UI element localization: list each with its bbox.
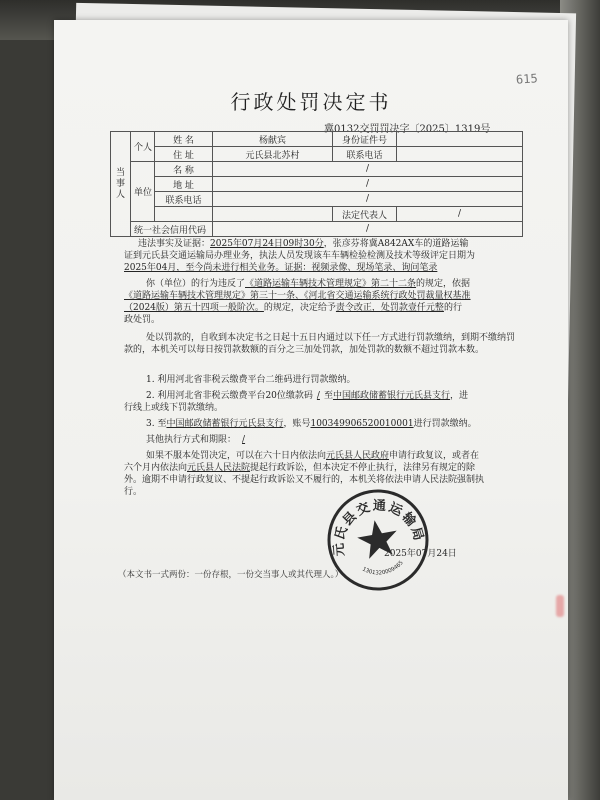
legal-rep-label: 法定代表人 — [333, 207, 397, 222]
pay-3-bank: 中国邮政储蓄银行元氏县支行 — [166, 419, 284, 429]
facts-line-1 — [124, 238, 522, 250]
unit-blank-value — [213, 207, 333, 222]
other-method-label: 其他执行方式和期限： — [146, 435, 237, 445]
person-label: 个人 — [131, 132, 155, 162]
legal-rep-value: / — [397, 207, 523, 222]
seal-text: 元氏县交通运输局 — [331, 498, 427, 557]
unit-label: 单位 — [131, 162, 155, 222]
appeal-text-4: 提起行政诉讼，但本决定不停止执行，法律另有规定的除 — [250, 463, 476, 473]
payment-method-2 — [146, 390, 522, 402]
phone-label: 联系电话 — [333, 147, 397, 162]
pay-3-text-c: ，账号 — [283, 419, 311, 429]
appeal-government: 元氏县人民政府 — [326, 451, 390, 461]
unit-phone-label: 联系电话 — [155, 192, 213, 207]
facts-date: 2025年07月24日09时30分 — [210, 239, 324, 249]
appeal-line-4: 行。 — [124, 487, 143, 497]
document-page — [54, 20, 568, 800]
seal-code: 1301320009465 — [361, 560, 405, 577]
appeal-line-2 — [124, 462, 522, 474]
unit-name-label: 名 称 — [155, 162, 213, 177]
name-value: 杨献宾 — [213, 132, 333, 147]
credit-code-value: / — [213, 222, 523, 237]
document-number: 冀0132交罚罚决字〔2025〕1319号 — [324, 124, 491, 135]
penalty-text: 责令改正，处罚款壹仟元整 — [335, 303, 444, 313]
violation-law: 《道路运输车辆技术管理规定》第二十二条 — [245, 279, 417, 289]
name-label: 姓 名 — [155, 132, 213, 147]
payment-method-2-cont: 行线上或线下罚款缴纳。 — [124, 403, 224, 413]
basis-text-4: 的行 — [443, 303, 462, 313]
unit-blank-label — [155, 207, 213, 222]
facts-text-3: 2025年04月，至今尚未进行相关业务。证据：视频录像、现场笔录、询问笔录 — [124, 263, 438, 273]
violation-text-1: 你（单位）的行为违反了 — [146, 279, 246, 289]
id-value — [397, 132, 523, 147]
basis-text-1: 《道路运输车辆技术管理规定》第三十一条、《河北省交通运输系统行政处罚裁量权基准 — [124, 291, 471, 301]
facts-label: 违法事实及证据： — [138, 239, 211, 249]
red-ink-mark — [556, 595, 564, 617]
basis-line-3: 政处罚。 — [124, 315, 161, 325]
appeal-text-3: 六个月内依法向 — [124, 463, 188, 473]
pay-2-text-c: 至 — [323, 391, 333, 401]
pay-2-text-a: 2. 利用河北省非税云缴费平台20位缴款码 — [146, 391, 313, 401]
party-info-table — [110, 131, 523, 237]
payment-method-3 — [146, 418, 522, 430]
appeal-text-1: 如果不服本处罚决定，可以在六十日内依法向 — [146, 451, 327, 461]
id-label: 身份证件号 — [333, 132, 397, 147]
payment-intro: 处以罚款的，自收到本决定书之日起十五日内通过以下任一方式进行罚款缴纳，到期不缴纳罚款的，本机关可以每日按罚款数额的百分之三加处罚款，加处罚款的数额不超过罚款本数。 — [124, 333, 516, 355]
address-label: 住 址 — [155, 147, 213, 162]
pay-3-text-e: 进行罚款缴纳。 — [413, 419, 477, 429]
unit-phone-value: / — [213, 192, 523, 207]
credit-code-label: 统一社会信用代码 — [131, 222, 213, 237]
footer-note: （本文书一式两份：一份存根，一份交当事人或其代理人。） — [118, 570, 344, 580]
pay-3-text-a: 3. 至 — [146, 419, 167, 429]
appeal-court: 元氏县人民法院 — [187, 463, 251, 473]
address-value: 元氏县北苏村 — [213, 147, 333, 162]
unit-name-value: / — [213, 162, 523, 177]
pay-2-code: / — [316, 391, 320, 401]
unit-address-label: 地 址 — [155, 177, 213, 192]
facts-text-1: ，张彦芬将冀A842AX车的道路运输 — [323, 239, 469, 249]
pay-2-bank: 中国邮政储蓄银行元氏县支行 — [332, 391, 450, 401]
other-method-line — [146, 434, 522, 446]
unit-address-value: / — [213, 177, 523, 192]
party-label: 当事人 — [111, 132, 131, 237]
phone-value — [397, 147, 523, 162]
issue-date: 2025年07月24日 — [384, 549, 457, 559]
official-seal — [318, 480, 438, 600]
appeal-line-1 — [146, 450, 522, 462]
appeal-line-3: 外。逾期不申请行政复议、不提起行政诉讼又不履行的，本机关将依法申请人民法院强制执 — [124, 475, 485, 485]
basis-text-2: （2024版）第五十四项一般阶次。 — [124, 303, 264, 313]
facts-line-3 — [124, 262, 522, 274]
violation-line — [124, 278, 522, 290]
facts-line-2: 证到元氏县交通运输局办理业务，执法人员发现该车车辆检验检测及技术等级评定日期为 — [124, 251, 476, 261]
violation-text-2: 的规定，依据 — [416, 279, 471, 289]
other-method-value: / — [242, 435, 246, 445]
basis-line-2 — [124, 302, 522, 314]
page-number-mark: 615 — [515, 71, 539, 87]
pay-3-account: 100349906520010001 — [310, 419, 414, 429]
document-title: 行政处罚决定书 — [230, 90, 392, 114]
basis-text-3: 的规定，决定给予 — [263, 303, 336, 313]
payment-method-1: 1. 利用河北省非税云缴费平台二维码进行罚款缴纳。 — [146, 375, 356, 385]
pay-2-text-e: ，进 — [449, 391, 468, 401]
appeal-text-2: 申请行政复议，或者在 — [389, 451, 480, 461]
basis-line-1 — [124, 290, 522, 302]
